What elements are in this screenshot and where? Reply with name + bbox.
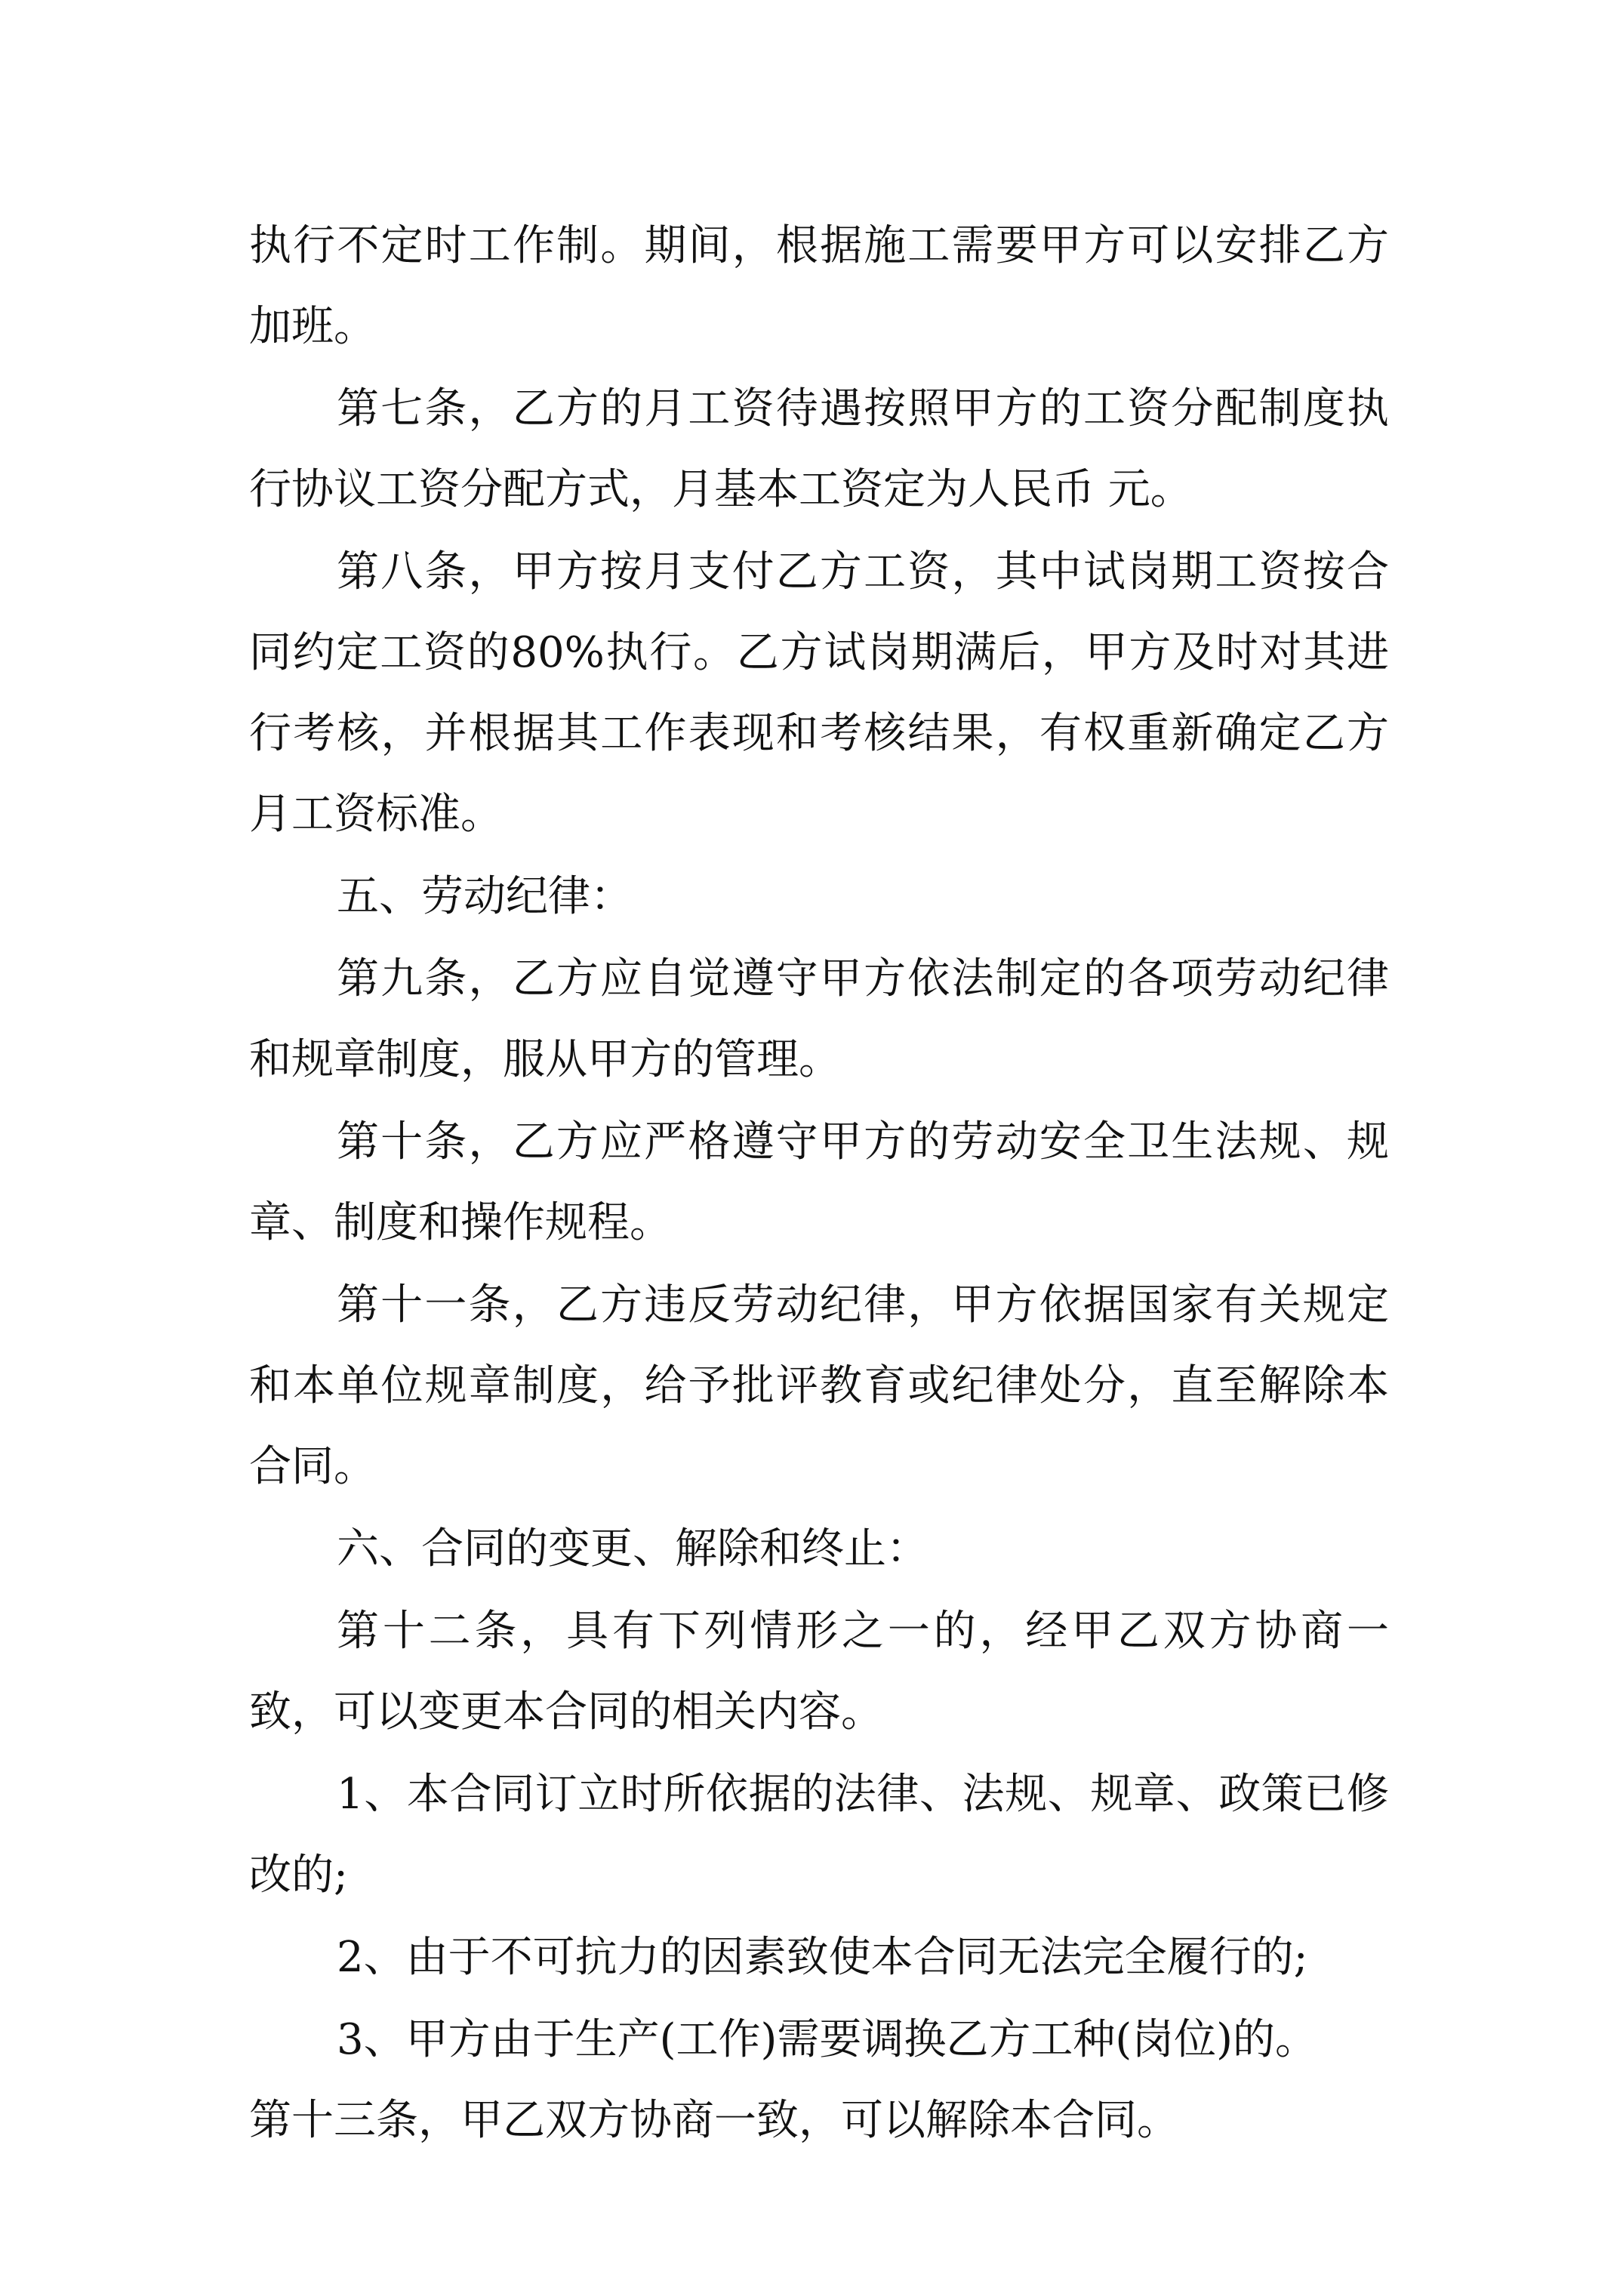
paragraph-article-10: 第十条，乙方应严格遵守甲方的劳动安全卫生法规、规章、制度和操作规程。 (249, 1117, 1389, 1247)
list-item-3: 3、甲方由于生产(工作)需要调换乙方工种(岗位)的。 (337, 2015, 1318, 2064)
paragraph-article-8: 第八条，甲方按月支付乙方工资，其中试岗期工资按合同约定工资的80%执行。乙方试岗期满后，甲方及时对其进行考核，并根据其工作表现和考核结果，有权重新确定乙方月工资标准。 (249, 547, 1389, 839)
paragraph-article-12: 第十二条，具有下列情形之一的，经甲乙双方协商一致，可以变更本合同的相关内容。 (249, 1607, 1389, 1737)
document-body (249, 205, 1389, 2161)
paragraph-article-11: 第十一条，乙方违反劳动纪律，甲方依据国家有关规定和本单位规章制度，给予批评教育或纪律处分，直至解除本合同。 (249, 1281, 1389, 1491)
paragraph-article-7: 第七条，乙方的月工资待遇按照甲方的工资分配制度执行协议工资分配方式，月基本工资定为人民币 元。 (249, 384, 1389, 514)
list-item-1: 1、本合同订立时所依据的法律、法规、规章、政策已修改的; (249, 1770, 1389, 1900)
paragraph-article-9: 第九条，乙方应自觉遵守甲方依法制定的各项劳动纪律和规章制度，服从甲方的管理。 (249, 954, 1389, 1084)
paragraph-article-13: 第十三条，甲乙双方协商一致，可以解除本合同。 (249, 2096, 1179, 2145)
list-item-2: 2、由于不可抗力的因素致使本合同无法完全履行的; (337, 1933, 1308, 1982)
section-heading-contract-changes: 六、合同的变更、解除和终止： (337, 1524, 929, 1573)
section-heading-labor-discipline: 五、劳动纪律： (337, 872, 633, 921)
paragraph-work-schedule: 执行不定时工作制。期间，根据施工需要甲方可以安排乙方加班。 (249, 221, 1389, 351)
